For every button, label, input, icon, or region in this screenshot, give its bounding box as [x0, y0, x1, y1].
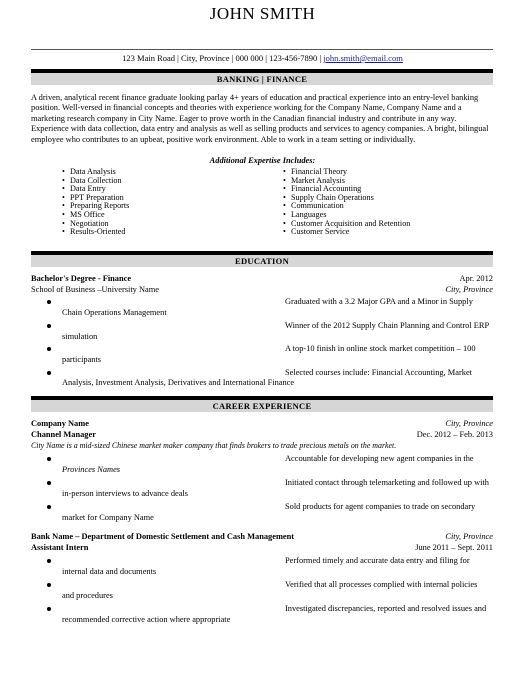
- company-name: Company Name: [31, 419, 89, 428]
- job-bullet: Initiated contact through telemarketing and followed up with: [285, 478, 489, 487]
- section-heading-banking: BANKING | FINANCE: [31, 73, 493, 85]
- skill-item: • Results-Oriented: [60, 228, 129, 237]
- school-name: School of Business –University Name: [31, 285, 159, 294]
- graduation-date: Apr. 2012: [459, 274, 493, 283]
- job-bullet-continued: Provinces Names: [62, 465, 121, 474]
- job-bullet-continued: and procedures: [62, 591, 113, 600]
- job-dates: June 2011 – Sept. 2011: [415, 543, 493, 552]
- section-heading-education: EDUCATION: [31, 255, 493, 267]
- job-dates: Dec. 2012 – Feb. 2013: [416, 430, 493, 439]
- education-bullet-continued: Analysis, Investment Analysis, Derivatives and International Finance: [62, 378, 295, 387]
- skill-item: • Languages: [281, 211, 410, 220]
- education-bullet: Selected courses include: Financial Accounting, Market: [285, 368, 472, 377]
- bullet-icon: [47, 371, 51, 375]
- contact-details: 123 Main Road | City, Province | 000 000 | 123-456-7890 |: [122, 53, 324, 63]
- contact-line: [0, 53, 525, 63]
- candidate-name: JOHN SMITH: [209, 4, 316, 23]
- education-bullet: Graduated with a 3.2 Major GPA and a Minor in Supply: [285, 297, 473, 306]
- bullet-icon: [47, 505, 51, 509]
- header-divider: [31, 49, 493, 50]
- job-bullet: Performed timely and accurate data entry and filing for: [285, 556, 470, 565]
- job-title: Channel Manager: [31, 430, 96, 439]
- job-bullet-continued: in-person interviews to advance deals: [62, 489, 189, 498]
- job-title: Assistant Intern: [31, 543, 89, 552]
- job-bullet: Verified that all processes complied with internal policies: [285, 580, 478, 589]
- company-name: Bank Name – Department of Domestic Settlement and Cash Management: [31, 532, 295, 541]
- company-description: City Name is a mid-sized Chinese market maker company that finds brokers to trade precious metals on the market.: [31, 441, 397, 450]
- skill-item: • Market Analysis: [281, 177, 410, 186]
- education-bullet-continued: Chain Operations Management: [62, 308, 167, 317]
- job-bullet-continued: internal data and documents: [62, 567, 157, 576]
- job-bullet: Sold products for agent companies to trade on secondary: [285, 502, 476, 511]
- education-bullet: Winner of the 2012 Supply Chain Planning and Control ERP: [285, 321, 490, 330]
- skill-item: • Communication: [281, 202, 410, 211]
- company-location: City, Province: [445, 532, 493, 541]
- skill-item: • Data Analysis: [60, 168, 129, 177]
- school-location: City, Province: [445, 285, 493, 294]
- job-bullet: Accountable for developing new agent companies in the: [285, 454, 474, 463]
- skill-item: • Supply Chain Operations: [281, 194, 410, 203]
- bullet-icon: [47, 607, 51, 611]
- job-bullet-continued: recommended corrective action where appropriate: [62, 615, 231, 624]
- bullet-icon: [47, 347, 51, 351]
- bullet-icon: [47, 324, 51, 328]
- email-link[interactable]: john.smith@email.com: [323, 53, 403, 63]
- skill-item: • PPT Preparation: [60, 194, 129, 203]
- summary-paragraph: A driven, analytical recent finance graduate looking parlay 4+ years of education and practical experience into an entry-level banking position. Well-versed in financial concepts and theories with experience working for the Company Name, Company Name and a marketing research company in City Name. Eager to prove worth in the Canadian financial industry and contribute in any way. Experience with data collection, data entry and analysis as well as selling products and services to agency companies. A bright, bilingual employee who contributes to an upbeat, positive work environment. Able to work in a team setting or individually.: [31, 93, 489, 144]
- additional-expertise-title: Additional Expertise Includes:: [209, 156, 316, 165]
- bullet-icon: [47, 457, 51, 461]
- skill-item: • Financial Theory: [281, 168, 410, 177]
- degree-title: Bachelor's Degree - Finance: [31, 274, 132, 283]
- bullet-icon: [47, 583, 51, 587]
- job-bullet-continued: market for Company Name: [62, 513, 154, 522]
- skill-item: • Data Collection: [60, 177, 129, 186]
- skills-list-left: [60, 168, 129, 237]
- bullet-icon: [47, 559, 51, 563]
- education-bullet-continued: participants: [62, 355, 102, 364]
- skill-item: • Customer Service: [281, 228, 410, 237]
- skill-item: • Negotiation: [60, 220, 129, 229]
- section-heading-career: CAREER EXPERIENCE: [31, 400, 493, 412]
- skill-item: • Financial Accounting: [281, 185, 410, 194]
- company-location: City, Province: [445, 419, 493, 428]
- education-bullet: A top-10 finish in online stock market competition – 100: [285, 344, 476, 353]
- bullet-icon: [47, 300, 51, 304]
- bullet-icon: [47, 481, 51, 485]
- skill-item: • Data Entry: [60, 185, 129, 194]
- skills-list-right: [281, 168, 410, 237]
- job-bullet: Investigated discrepancies, reported and resolved issues and: [285, 604, 487, 613]
- skill-item: • MS Office: [60, 211, 129, 220]
- skill-item: • Customer Acquisition and Retention: [281, 220, 410, 229]
- education-bullet-continued: simulation: [62, 332, 98, 341]
- skill-item: • Preparing Reports: [60, 202, 129, 211]
